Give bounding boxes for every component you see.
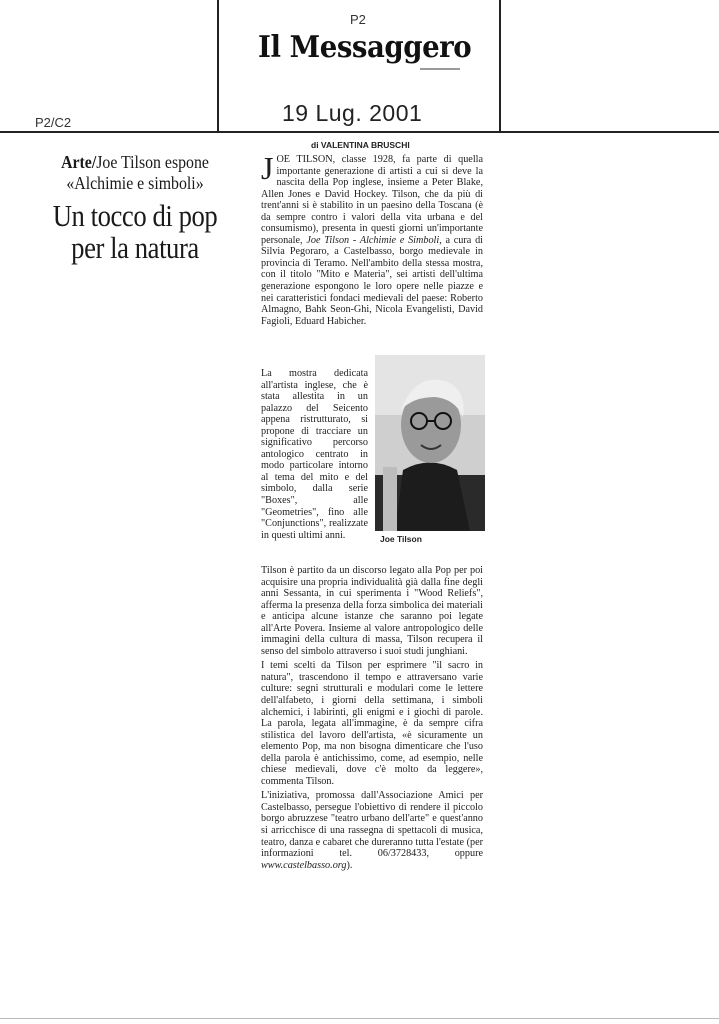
exhibition-title: Joe Tilson - Alchimie e Simboli bbox=[306, 234, 440, 246]
paragraph-5: L'iniziativa, promossa dall'Associazione Amici per Castelbasso, persegue l'obiettivo di rendere il piccolo borgo abruzzese "teatro urbano dell'arte" e quest'anno si arricchisce di una rassegna di spettacoli di musica, teatro, danza e cabaret che dureranno tutta l'estate (per informazioni tel. 06/3728433, oppure www.castelbasso.org). bbox=[261, 790, 483, 871]
headline bbox=[36, 200, 234, 264]
masthead-tagline bbox=[420, 68, 460, 70]
scan-artifact-line bbox=[0, 1018, 719, 1019]
headline-line2: per la natura bbox=[71, 230, 199, 265]
article-body-bottom bbox=[261, 565, 483, 871]
paragraph-1: JOE TILSON, classe 1928, fa parte di quella importante generazione di artisti a cui si deve la nascita della Pop inglese, insieme a Peter Blake, Allen Jones e David Hockey. Tilson, che da più di trent'anni si è stabilito in un paesino della Toscana (è da sempre contro i valori della vita urbana e del consumismo), presenta in questi giorni un'importante personale, Joe Tilson - Alchimie e Simboli, a cura di Silvia Pegoraro, a Castelbasso, borgo medievale in provincia di Teramo. Nell'ambito della stessa mostra, con il titolo "Mito e Materia", sei artisti dell'ultima generazione espongono le loro opere nelle piazze e nei caratteristici fondaci medievali del paese: Roberto Almagno, Bahk Seon-Ghi, Nicola Evangelisti, David Fagioli, Eduard Habicher. bbox=[261, 150, 483, 327]
kicker bbox=[34, 152, 236, 194]
kicker-text: Joe Tilson espone bbox=[96, 152, 209, 172]
photo-caption: Joe Tilson bbox=[380, 534, 422, 544]
article-body-top bbox=[261, 150, 483, 327]
kicker-line2: «Alchimie e simboli» bbox=[66, 173, 204, 193]
paragraph-3: Tilson è partito da un discorso legato alla Pop per poi acquisire una propria individualità già dalla fine degli anni Sessanta, in cui sperimenta i "Wood Reliefs", afferma la presenza della forza simbolica dei materiali e anticipa alcune istanze che saranno poi legate all'Arte Povera. Insieme al valore antropologico delle immagini della cultura di massa, Tilson recupera il senso del simbolo attraverso i suoi studi junghiani. bbox=[261, 565, 483, 657]
header-divider-right bbox=[499, 0, 501, 131]
headline-line1: Un tocco di pop bbox=[52, 198, 218, 233]
artist-photo bbox=[375, 355, 485, 531]
paragraph-4: I temi scelti da Tilson per esprimere "il sacro in natura", trascendono il tempo e attraversano varie culture: segni strutturali e modulari come le lettere dell'alfabeto, i giorni della settimana, i simboli alchemici, i labirinti, gli enigmi e i giochi di parole. La parola, legata all'immagine, è da sempre cifra stilistica del lavoro dell'artista, «è sicuramente un elemento Pop, ma non bisogna dimenticare che l'uso della parola è antichissimo, come, ad esempio, nelle chiese medievali, dove c'è molto da leggere», commenta Tilson. bbox=[261, 660, 483, 787]
page-code-left: P2/C2 bbox=[35, 115, 72, 130]
paragraph-2: La mostra dedicata all'artista inglese, che è stata allestita in un palazzo del Seicento appena ristrutturato, si propone di tracciare un significativo percorso antologico centrato in modo particolare intorno al tema del mito e del simbolo, dalla serie "Boxes", alle "Geometries", fino alle "Conjunctions", realizzate in questi ultimi anni. bbox=[261, 368, 368, 541]
website-link: www.castelbasso.org bbox=[261, 859, 347, 871]
article-body-narrow bbox=[261, 368, 368, 541]
page-code-top: P2 bbox=[350, 12, 366, 27]
drop-cap: J bbox=[261, 150, 274, 186]
headline-block bbox=[20, 152, 250, 264]
header-divider-left bbox=[217, 0, 219, 131]
portrait-image bbox=[375, 355, 485, 531]
lead-name: OE TILSON bbox=[276, 154, 333, 165]
kicker-section: Arte/ bbox=[61, 152, 97, 172]
masthead: Il Messaggero bbox=[258, 30, 472, 65]
header-rule bbox=[0, 131, 719, 133]
issue-date: 19 Lug. 2001 bbox=[282, 100, 423, 126]
byline: di VALENTINA BRUSCHI bbox=[311, 140, 410, 150]
